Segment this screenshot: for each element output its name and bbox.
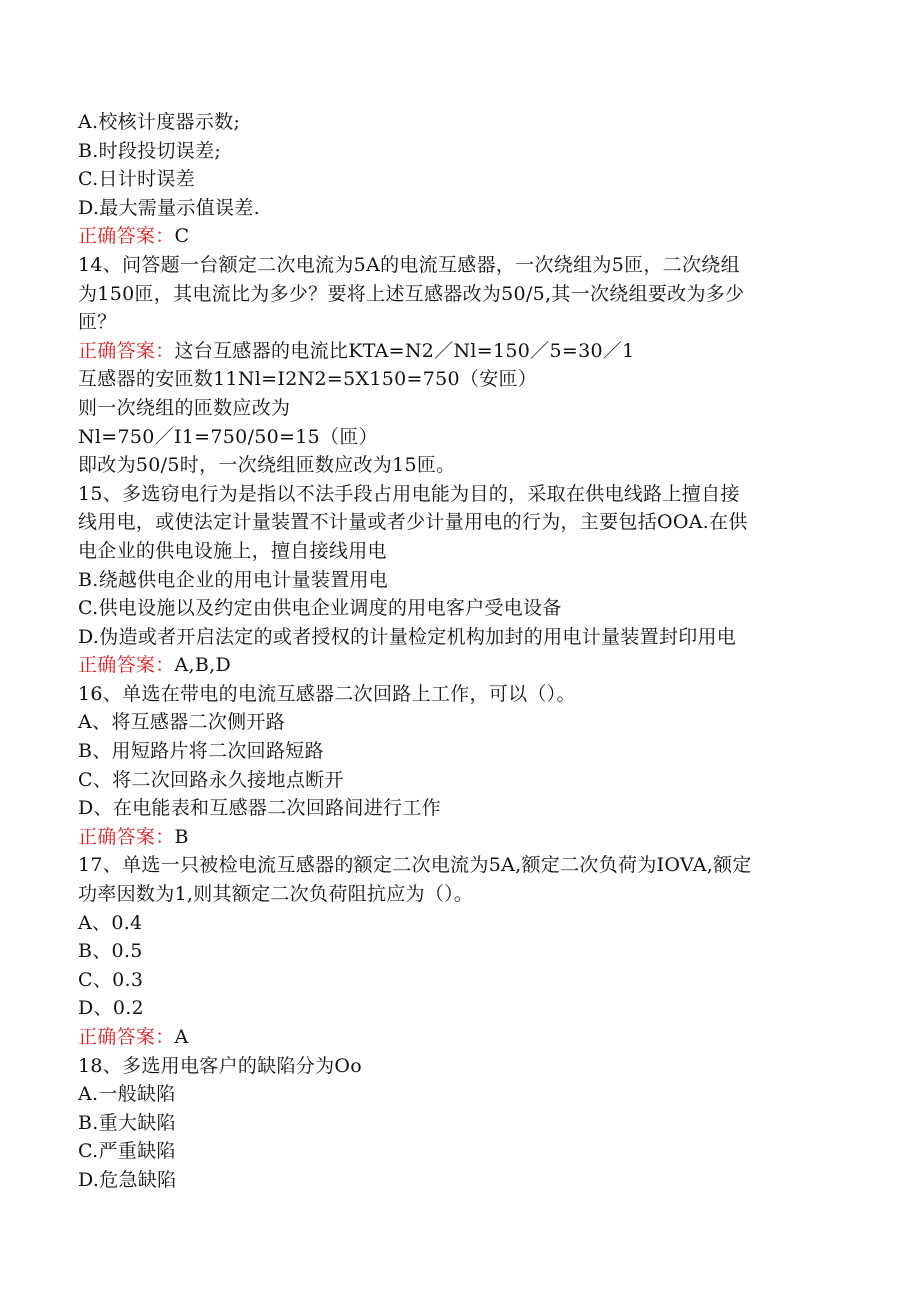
q17-option-d: D、0.2 xyxy=(78,997,144,1020)
q15-question-line-1: 15、多选窃电行为是指以不法手段占用电能为目的，采取在供电线路上擅自接 xyxy=(78,482,740,505)
q14-explanation-line-3: Nl=750／I1=750/50=15（匝） xyxy=(78,425,378,448)
q15-option-d: D.伪造或者开启法定的或者授权的计量检定机构加封的用电计量装置封印用电 xyxy=(78,625,737,648)
q15-option-c: C.供电设施以及约定由供电企业调度的用电客户受电设备 xyxy=(78,597,562,620)
answer-value: A,B,D xyxy=(174,654,232,677)
q13-option-a: A.校核计度器示数; xyxy=(78,111,241,133)
q13-option-b: B.时段投切误差; xyxy=(78,139,222,162)
q15-answer xyxy=(78,651,848,680)
q17-question-line-1: 17、单选一只被检电流互感器的额定二次电流为5A,额定二次负荷为IOVA,额定 xyxy=(78,854,752,877)
q18-option-a: A.一般缺陷 xyxy=(78,1083,176,1106)
q17-option-a: A、0.4 xyxy=(78,911,143,934)
q18-question: 18、多选用电客户的缺陷分为Oo xyxy=(78,1054,362,1077)
q16-option-a: A、将互感器二次侧开路 xyxy=(78,711,286,734)
answer-label: 正确答案： xyxy=(78,225,175,248)
q15-question-line-2: 线用电，或使法定计量装置不计量或者少计量用电的行为，主要包括OOA.在供 xyxy=(78,511,748,534)
q16-question: 16、单选在带电的电流互感器二次回路上工作，可以（）。 xyxy=(78,682,576,705)
answer-label: 正确答案： xyxy=(78,825,175,848)
q14-question-line-1: 14、问答题一台额定二次电流为5A的电流互感器，一次绕组为5匝，二次绕组 xyxy=(78,253,740,276)
q18-option-d: D.危急缺陷 xyxy=(78,1168,177,1191)
q18-option-c: C.严重缺陷 xyxy=(78,1140,176,1163)
q16-option-c: C、将二次回路永久接地点断开 xyxy=(78,768,344,791)
q17-answer xyxy=(78,1023,848,1052)
q17-option-b: B、0.5 xyxy=(78,940,143,963)
q15-question-line-3: 电企业的供电设施上，擅自接线用电 xyxy=(78,539,387,562)
q15-option-b: B.绕越供电企业的用电计量装置用电 xyxy=(78,568,389,591)
answer-value: C xyxy=(174,225,190,248)
q14-question-line-2: 为150匝，其电流比为多少？要将上述互感器改为50/5,其一次绕组要改为多少 xyxy=(78,282,745,305)
q17-option-c: C、0.3 xyxy=(78,968,144,991)
answer-label: 正确答案： xyxy=(78,339,175,362)
q14-explanation-line-4: 即改为50/5时，一次绕组匝数应改为15匝。 xyxy=(78,454,456,477)
q16-answer xyxy=(78,823,848,852)
q14-question-line-3: 匝？ xyxy=(78,311,117,334)
answer-value: B xyxy=(174,825,189,848)
answer-label: 正确答案： xyxy=(78,1026,175,1048)
answer-value: 这台互感器的电流比KTA=N2／Nl=150／5=30／1 xyxy=(174,339,635,362)
q16-option-b: B、用短路片将二次回路短路 xyxy=(78,740,324,763)
q13-option-c: C.日计时误差 xyxy=(78,168,196,191)
q16-option-d: D、在电能表和互感器二次回路间进行工作 xyxy=(78,797,441,820)
q17-question-line-2: 功率因数为1,则其额定二次负荷阻抗应为（）。 xyxy=(78,883,474,906)
answer-label: 正确答案： xyxy=(78,654,175,677)
q14-explanation-line-1: 互感器的安匝数11Nl=I2N2=5X150=750（安匝） xyxy=(78,368,538,391)
q13-option-d: D.最大需量示值误差. xyxy=(78,196,260,219)
document-page xyxy=(78,108,848,1195)
q13-answer xyxy=(78,222,848,251)
answer-value: A xyxy=(174,1026,189,1048)
q18-option-b: B.重大缺陷 xyxy=(78,1111,176,1134)
q14-explanation-line-2: 则一次绕组的匝数应改为 xyxy=(78,396,291,419)
q14-answer xyxy=(78,337,848,366)
